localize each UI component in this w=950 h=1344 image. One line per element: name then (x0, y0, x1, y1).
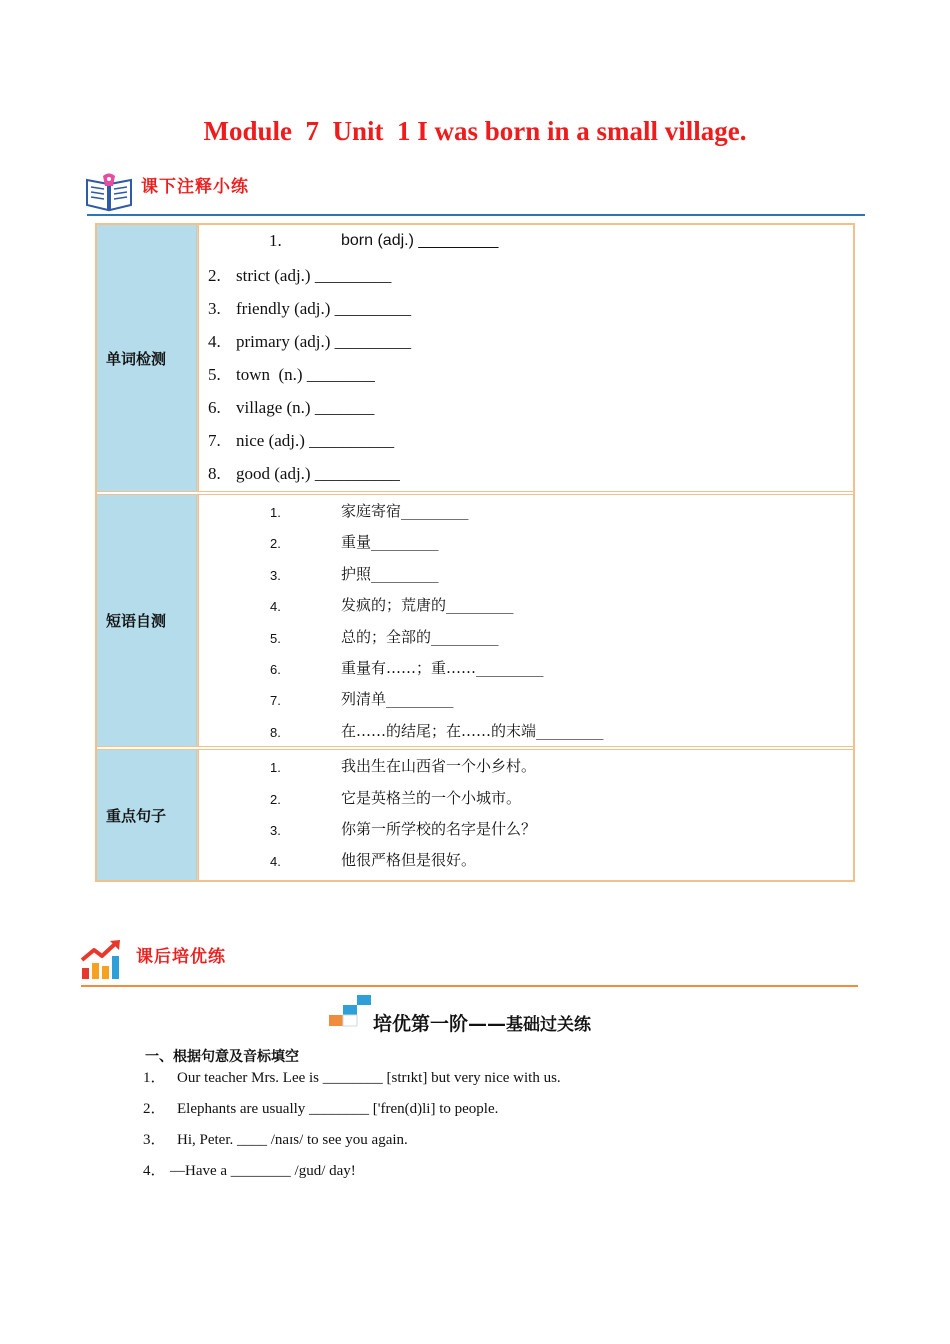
word-item-number: 6. (208, 398, 221, 417)
word-item-text: good (adj.) __________ (236, 464, 400, 483)
sentence-item-text: 我出生在山西省一个小乡村。 (341, 757, 537, 775)
word-check-label: 单词检测 (97, 225, 199, 491)
phrase-check-content (199, 495, 853, 746)
word-check-content (199, 225, 853, 491)
phrase-check-label: 短语自测 (97, 495, 199, 746)
question-item: 4． —Have a ________ /gud/ day! (143, 1163, 356, 1179)
word-item-number: 8. (208, 464, 221, 483)
book-icon (84, 172, 134, 212)
question-item: 3． Hi, Peter. ____ /naɪs/ to see you again. (143, 1132, 408, 1148)
phrase-item-text: 发疯的；荒唐的_________ (341, 596, 514, 614)
section-label-after-class-notes: 课下注释小练 (141, 177, 249, 197)
phrase-item-number: 7. (270, 693, 281, 708)
phrase-item-number: 5. (270, 631, 281, 646)
phrase-item-number: 1. (270, 505, 281, 520)
sentence-item-text: 你第一所学校的名字是什么？ (341, 820, 537, 838)
review-table (95, 223, 855, 882)
word-item-number: 4. (208, 332, 221, 351)
section-divider (81, 985, 858, 987)
phrase-item-text: 总的；全部的_________ (341, 628, 499, 646)
word-item-number: 7. (208, 431, 221, 450)
key-sentences-content (199, 750, 853, 880)
section-divider (87, 214, 865, 216)
sentence-item-number: 4. (270, 854, 281, 869)
phrase-item-text: 护照_________ (341, 565, 439, 583)
word-item-text: friendly (adj.) _________ (236, 299, 412, 318)
phrase-item-number: 6. (270, 662, 281, 677)
phrase-item-text: 在……的结尾；在……的末端_________ (341, 722, 604, 740)
question-item: 1． Our teacher Mrs. Lee is ________ [strɪkt] but very nice with us. (143, 1070, 561, 1086)
word-item-text: born (adj.) _________ (341, 232, 499, 249)
phrase-item-number: 2. (270, 536, 281, 551)
key-sentences-row (97, 750, 853, 880)
phrase-item-text: 家庭寄宿_________ (341, 502, 469, 520)
phrase-item-number: 4. (270, 599, 281, 614)
sentence-item-number: 1. (270, 760, 281, 775)
exercise-heading: 一、根据句意及音标填空 (145, 1049, 299, 1065)
tier-title: 培优第一阶——基础过关练 (373, 1013, 592, 1035)
word-item-number: 3. (208, 299, 221, 318)
phrase-item-text: 重量有……；重……_________ (341, 659, 544, 677)
word-item-text: primary (adj.) _________ (236, 332, 412, 351)
stairs-icon (329, 993, 371, 1027)
sentence-item-number: 2. (270, 792, 281, 807)
phrase-item-number: 3. (270, 568, 281, 583)
question-item: 2． Elephants are usually ________ ['fren(d)li] to people. (143, 1101, 499, 1117)
rising-chart-icon (80, 938, 124, 982)
word-item-text: nice (adj.) __________ (236, 431, 395, 450)
sentence-item-text: 它是英格兰的一个小城市。 (341, 789, 522, 807)
phrase-item-number: 8. (270, 725, 281, 740)
sentence-item-text: 他很严格但是很好。 (341, 851, 477, 869)
phrase-item-text: 重量_________ (341, 533, 439, 551)
word-item-text: town (n.) ________ (236, 365, 375, 384)
word-item-number: 2. (208, 266, 221, 285)
sentence-item-number: 3. (270, 823, 281, 838)
word-item-text: village (n.) _______ (236, 398, 375, 417)
key-sentences-label: 重点句子 (97, 750, 199, 880)
word-item-text: strict (adj.) _________ (236, 266, 392, 285)
phrase-item-text: 列清单_________ (341, 690, 454, 708)
word-item-number: 5. (208, 365, 221, 384)
word-item-number: 1. (269, 231, 282, 250)
word-check-row (97, 225, 853, 495)
section-label-after-class-practice: 课后培优练 (136, 947, 226, 967)
page-title: Module 7 Unit 1 I was born in a small village. (203, 116, 747, 146)
phrase-check-row (97, 495, 853, 750)
